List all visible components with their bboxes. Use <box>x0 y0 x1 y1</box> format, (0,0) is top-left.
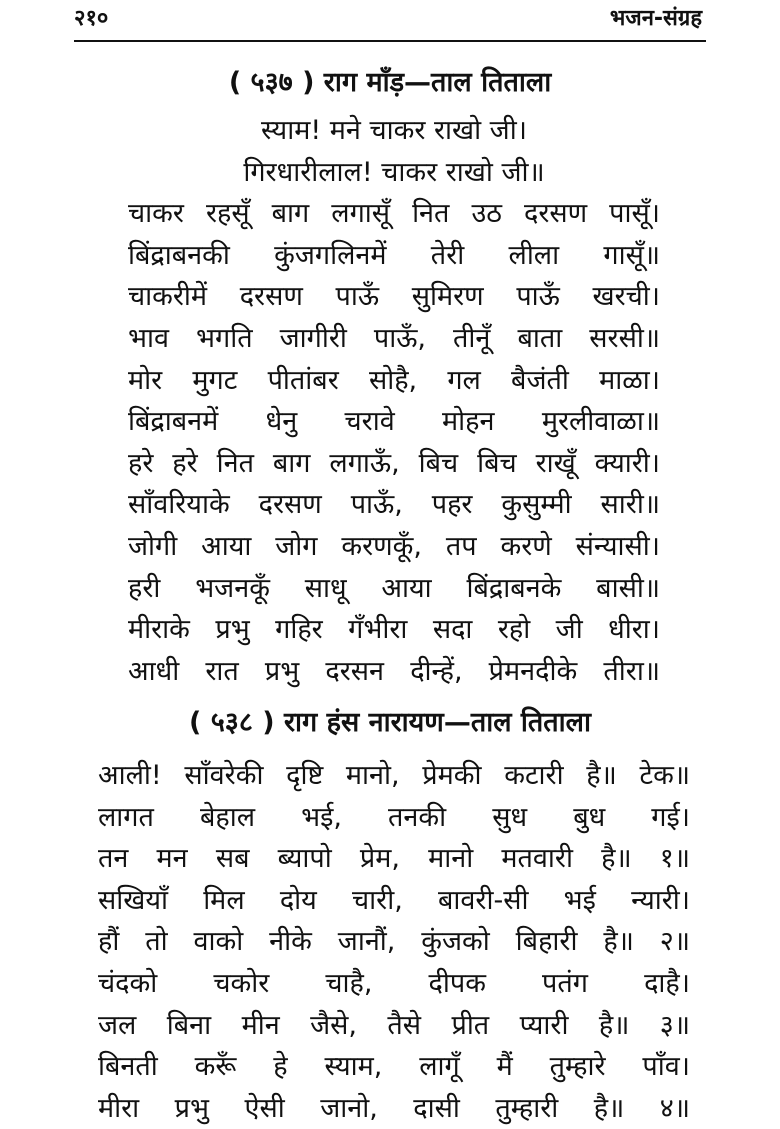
verse-line: चाकरीमें दरसण पाऊँ सुमिरण पाऊँ खरची। <box>128 281 660 313</box>
verse-line: मोर मुगट पीतांबर सोहै, गल बैजंती माळा। <box>128 364 660 396</box>
verse-line: लागत बेहाल भई, तनकी सुध बुध गई। <box>98 801 690 833</box>
verse-line: मीरा प्रभु ऐसी जानो, दासी तुम्हारी है॥ ४॥ <box>98 1092 690 1124</box>
verse-line: चंदको चकोर चाहै, दीपक पतंग दाहै। <box>98 968 690 999</box>
verse-line: आली! साँवरेकी दृष्टि मानो, प्रेमकी कटारी है॥ टेक॥ <box>98 760 690 791</box>
verse-line: हरी भजनकूँ साधू आया बिंद्राबनके बासी॥ <box>128 572 660 604</box>
verse-line: बिंद्राबनकी कुंजगलिनमें तेरी लीला गासूँ॥ <box>128 239 660 271</box>
verse-line: जल बिना मीन जैसे, तैसे प्रीत प्यारी है॥ ३॥ <box>98 1009 690 1041</box>
verse-line: गिरधारीलाल! चाकर राखो जी॥ <box>243 156 545 188</box>
header-rule <box>74 40 706 42</box>
page-number: २१० <box>74 6 109 31</box>
verse-line: स्याम! मने चाकर राखो जी। <box>261 115 527 146</box>
verse-line: सखियाँ मिल दोय चारी, बावरी-सी भई न्यारी। <box>98 884 690 916</box>
verse-line: बिनती करूँ हे स्याम, लागूँ मैं तुम्हारे पाँव। <box>98 1051 690 1083</box>
section-title-538: ( ५३८ ) राग हंस नारायण—ताल तिताला <box>189 707 591 738</box>
running-header-title: भजन-संग्रह <box>609 6 702 31</box>
verse-line: हौं तो वाको नीके जानौं, कुंजको बिहारी है॥ २॥ <box>98 926 690 958</box>
section-title-537: ( ५३७ ) राग माँड़—ताल तिताला <box>228 67 552 98</box>
verse-line: बिंद्राबनमें धेनु चरावे मोहन मुरलीवाळा॥ <box>128 406 660 438</box>
verse-line: भाव भगति जागीरी पाऊँ, तीनूँ बाता सरसी॥ <box>128 323 660 354</box>
verse-line: तन मन सब ब्यापो प्रेम, मानो मतवारी है॥ १॥ <box>98 843 690 875</box>
verse-line: हरे हरे नित बाग लगाऊँ, बिच बिच राखूँ क्यारी। <box>128 447 660 479</box>
verse-line: साँवरियाके दरसण पाऊँ, पहर कुसुम्मी सारी॥ <box>128 489 660 521</box>
verse-line: चाकर रहसूँ बाग लगासूँ नित उठ दरसण पासूँ। <box>128 198 660 230</box>
verse-line: जोगी आया जोग करणकूँ, तप करणे संन्यासी। <box>128 531 660 562</box>
verse-line: मीराके प्रभु गहिर गँभीरा सदा रहो जी धीरा। <box>128 614 660 646</box>
verse-line: आधी रात प्रभु दरसन दीन्हें, प्रेमनदीके तीरा॥ <box>128 655 660 687</box>
